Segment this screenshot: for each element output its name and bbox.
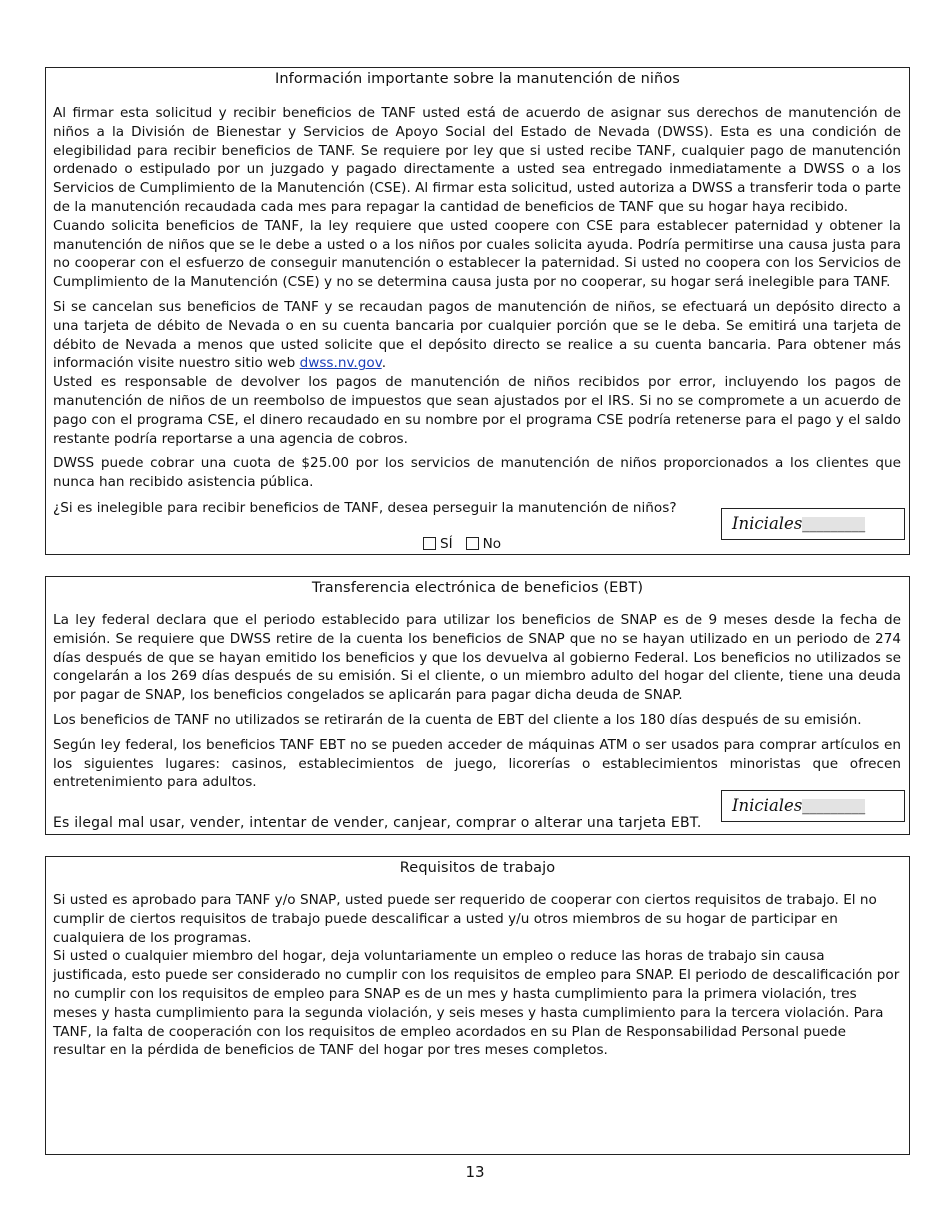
deposit-text: Si se cancelan sus beneficios de TANF y se recaudan pagos de manutención de niños, se efectuará un depósito directo a una tarjeta de débito de Nevada o en su cuenta bancaria por cualquier porción que se le deba. Se emitirá una tarjeta de débito de Nevada a menos que usted solicite que el depósito directo se realice a su cuenta bancaria. Para obtener más información visite nuestro sitio web xyxy=(53,298,901,372)
work-paragraph: Si usted o cualquier miembro del hogar, deja voluntariamente un empleo o reduce las horas de trabajo sin causa justificada, esto puede ser considerado no cumplir con los requisitos de empleo para SNAP. El periodo de descalificación por no cumplir con los requisitos de empleo para SNAP es de un mes y hasta cumplimiento para la primera violación, tres meses y hasta cumplimiento para la segunda violación, y seis meses y hasta cumplimiento para la tercera violación. Para TANF, la falta de cooperación con los requisitos de empleo acordados en su Plan de Responsabilidad Personal puede resultar en la pérdida de beneficios de TANF del hogar por tres meses completos. xyxy=(53,948,900,1059)
ebt-title: Transferencia electrónica de beneficios (EBT) xyxy=(311,580,644,596)
yes-no-checkboxes xyxy=(423,536,501,552)
child-support-paragraph: Al firmar esta solicitud y recibir beneficios de TANF usted está de acuerdo de asignar sus derechos de manutención de niños a la División de Bienestar y Servicios de Apoyo Social del Estado de Nevada (DWSS). Esta es una condición de elegibilidad para recibir beneficios de TANF. Se requiere por ley que si usted recibe TANF, cualquier pago de manutención ordenado o estipulado por un juzgado y pagado directamente a usted sea entregado inmediatamente a DWSS o a los Servicios de Cumplimiento de la Manutención (CSE). Al firmar esta solicitud, usted autoriza a DWSS a transferir toda o parte de la manutención recaudada cada mes para repagar la cantidad de beneficios de TANF que su hogar haya recibido. xyxy=(53,105,901,215)
child-support-title: Información importante sobre la manutención de niños xyxy=(275,71,680,87)
work-requirements-title: Requisitos de trabajo xyxy=(399,860,556,876)
no-label: No xyxy=(482,536,502,552)
dwss-website-link[interactable]: dwss.nv.gov xyxy=(299,355,382,372)
initials-blank[interactable]: _________ xyxy=(802,799,866,815)
work-requirements-section xyxy=(45,856,910,1155)
initials-label: Iniciales xyxy=(732,514,803,533)
child-support-body xyxy=(53,104,901,492)
ebt-section xyxy=(45,576,910,835)
child-support-paragraph xyxy=(53,298,901,373)
ebt-paragraph: La ley federal declara que el periodo establecido para utilizar los beneficios de SNAP es de 9 meses desde la fecha de emisión. Se requiere que DWSS retire de la cuenta los beneficios de SNAP que no se hayan utilizado en un periodo de 274 días después de que se hayan emitido los beneficios y que los devuelva al gobierno Federal. Los beneficios no utilizados se congelarán a los 269 días después de su emisión. Si el cliente, o un miembro adulto del hogar del cliente, tiene una deuda por pagar de SNAP, los beneficios congelados se aplicarán para pagar dicha deuda de SNAP. xyxy=(53,612,901,704)
work-paragraph: Si usted es aprobado para TANF y/o SNAP, usted puede ser requerido de cooperar con ciertos requisitos de trabajo. El no cumplir de ciertos requisitos de trabajo puede descalificar a usted y/u otros miembros de su hogar de participar en cualquiera de los programas. xyxy=(53,892,877,946)
ebt-paragraph: Los beneficios de TANF no utilizados se retirarán de la cuenta de EBT del cliente a los 180 días después de su emisión. xyxy=(53,711,862,728)
pursue-support-question: ¿Si es inelegible para recibir beneficios de TANF, desea perseguir la manutención de niños? xyxy=(53,500,677,516)
child-support-paragraph: DWSS puede cobrar una cuota de $25.00 por los servicios de manutención de niños proporcionados a los clientes que nunca han recibido asistencia pública. xyxy=(53,455,901,491)
yes-checkbox[interactable] xyxy=(423,537,436,550)
initials-field[interactable] xyxy=(721,508,905,540)
child-support-paragraph: Usted es responsable de devolver los pagos de manutención de niños recibidos por error, incluyendo los pagos de manutención de niños de un reembolso de impuestos que sean ajustados por el IRS. Si no se compromete a un acuerdo de pago con el programa CSE, el dinero recaudado en su nombre por el programa CSE podría retenerse para el pago y el saldo restante podría reportarse a una agencia de cobros. xyxy=(53,374,901,447)
no-checkbox[interactable] xyxy=(466,537,479,550)
initials-field[interactable] xyxy=(721,790,905,822)
initials-label: Iniciales xyxy=(732,796,803,815)
ebt-illegal-statement: Es ilegal mal usar, vender, intentar de vender, canjear, comprar o alterar una tarjeta EBT. xyxy=(53,815,702,831)
ebt-body xyxy=(53,611,901,792)
period: . xyxy=(381,355,387,372)
initials-blank[interactable]: _________ xyxy=(802,517,866,533)
child-support-section xyxy=(45,67,910,555)
yes-label: SÍ xyxy=(440,536,453,552)
child-support-paragraph: Cuando solicita beneficios de TANF, la ley requiere que usted coopere con CSE para establecer paternidad y obtener la manutención de niños que se le debe a usted o a los niños por cuales solicita ayuda. Podría permitirse una causa justa para no cooperar con el esfuerzo de conseguir manutención o establecer la paternidad. Si usted no coopera con los Servicios de Cumplimiento de la Manutención (CSE) y no se determina causa justa por no cooperar, su hogar será inelegible para TANF. xyxy=(53,217,901,291)
page-number: 13 xyxy=(465,1163,485,1181)
work-requirements-body xyxy=(53,891,901,1060)
ebt-paragraph: Según ley federal, los beneficios TANF EBT no se pueden acceder de máquinas ATM o ser usados para comprar artículos en los siguientes lugares: casinos, establecimientos de juego, licorerías o establecimientos minoristas que ofrecen entretenimiento para adultos. xyxy=(53,736,901,791)
